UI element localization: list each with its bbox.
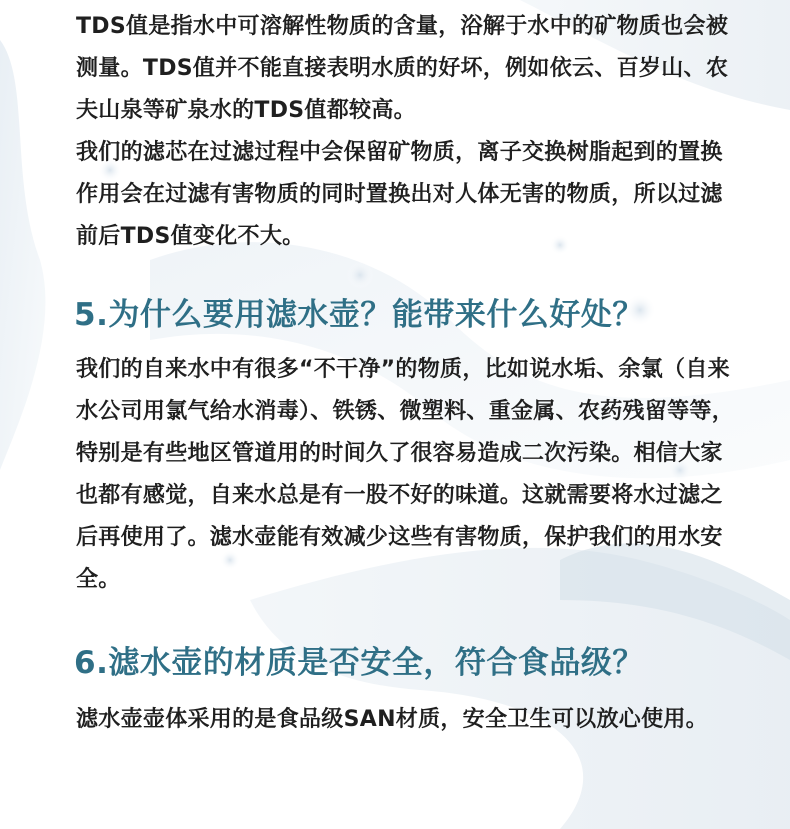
- section-5-heading: 5.为什么要用滤水壶？能带来什么好处？: [74, 297, 644, 333]
- section-6-heading: 6.滤水壶的材质是否安全，符合食品级？: [74, 645, 644, 681]
- tds-paragraph: TDS值是指水中可溶解性物质的含量，浴解于水中的矿物质也会被测量。TDS值并不能直接表明水质的好坏，例如依云、百岁山、农夫山泉等矿泉水的TDS值都较高。: [76, 14, 729, 123]
- filter-paragraph: 我们的滤芯在过滤过程中会保留矿物质，离子交换树脂起到的置换作用会在过滤有害物质的同时置换出对人体无害的物质，所以过滤前后TDS值变化不大。: [76, 140, 723, 249]
- section-6-body: 滤水壶壶体采用的是食品级SAN材质，安全卫生可以放心使用。: [76, 707, 708, 732]
- section-5-body: 我们的自来水中有很多“不干净”的物质，比如说水垢、余氯（自来水公司用氯气给水消毒）、铁锈、微塑料、重金属、农药残留等等，特别是有些地区管道用的时间久了很容易造成二次污染。相信大家也都有感觉，自来水总是有一股不好的味道。这就需要将水过滤之后再使用了。滤水壶能有效减少这些有害物质，保护我们的用水安全。: [76, 357, 735, 592]
